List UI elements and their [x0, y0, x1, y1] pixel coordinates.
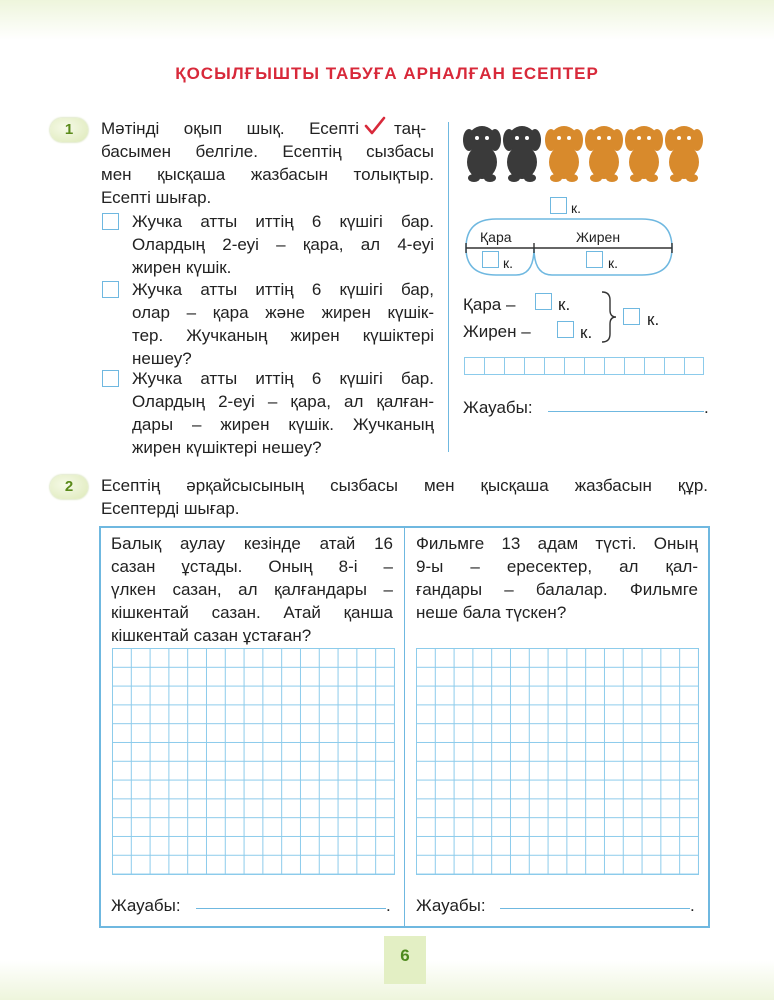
intro-tail: таң-	[394, 119, 427, 138]
intro-line: Есепті шығар.	[101, 188, 212, 207]
unit-label: к.	[647, 310, 660, 329]
red-answer-box[interactable]	[586, 251, 603, 268]
option-line: Жучка атты иттің 6 күшігі бар,	[132, 280, 434, 299]
problem-line: Фильмге 13 адам түсті. Оның	[416, 534, 698, 553]
problem-line: үлкен сазан, ал қалғандары –	[111, 580, 393, 599]
answer-period: .	[704, 398, 709, 417]
option-line: тер. Жучканың жирен күшіктері	[132, 326, 434, 345]
answer-line[interactable]	[548, 393, 704, 412]
page-title: ҚОСЫЛҒЫШТЫ ТАБУҒА АРНАЛҒАН ЕСЕПТЕР	[175, 64, 599, 83]
short-black-box[interactable]	[535, 293, 552, 310]
answer-label: Жауабы:	[463, 398, 533, 417]
calculation-cells[interactable]	[464, 357, 704, 375]
option-line: Олардың 2-еуі – қара, ал қалған-	[132, 392, 434, 411]
problem-line: ғандары – балалар. Фильмге	[416, 580, 698, 599]
option-line: олар – қара және жирен күшік-	[132, 303, 434, 322]
problem-line: 9-ы – ересектер, ал қал-	[416, 557, 698, 576]
option-line: жирен күшіктері нешеу?	[132, 438, 322, 457]
short-black-label: Қара –	[463, 295, 516, 314]
scheme-label-black: Қара	[480, 229, 512, 245]
intro-line: мен қысқаша жазбасын толықтыр.	[101, 165, 434, 184]
option-3-text	[132, 367, 434, 459]
option-checkbox-2[interactable]	[102, 281, 119, 298]
answer-period: .	[386, 896, 391, 915]
unit-label: к.	[503, 255, 514, 271]
frame-divider	[404, 526, 405, 928]
option-line: дары – жирен күшік. Жучканың	[132, 415, 434, 434]
option-2-text	[132, 278, 434, 370]
intro-line: басымен белгіле. Есептің сызбасы	[101, 142, 434, 161]
puppies-illustration	[462, 118, 712, 188]
short-red-box[interactable]	[557, 321, 574, 338]
option-line: жирен күшік.	[132, 258, 232, 277]
answer-line-left[interactable]	[196, 890, 386, 909]
problem-right	[416, 532, 698, 624]
problem-left	[111, 532, 393, 647]
unit-label: к.	[580, 323, 593, 342]
unit-label: к.	[608, 255, 619, 271]
unit-label: к.	[571, 200, 582, 216]
unit-label: к.	[558, 295, 571, 314]
option-line: Жучка атты иттің 6 күшігі бар.	[132, 212, 434, 231]
grid-left[interactable]	[112, 648, 395, 875]
checkmark-icon	[363, 115, 387, 137]
task-number-badge: 2	[50, 475, 88, 499]
answer-period: .	[690, 896, 695, 915]
option-1-text	[132, 210, 434, 279]
answer-line-right[interactable]	[500, 890, 690, 909]
answer-label-left: Жауабы:	[111, 896, 181, 915]
answer-label-right: Жауабы:	[416, 896, 486, 915]
option-checkbox-3[interactable]	[102, 370, 119, 387]
problem-line: неше бала түскен?	[416, 603, 567, 622]
option-line: Олардың 2-еуі – қара, ал 4-еуі	[132, 235, 434, 254]
problem-line: Балық аулау кезінде атай 16	[111, 534, 393, 553]
task2-instructions	[101, 474, 708, 520]
page-number: 6	[384, 936, 426, 984]
task-number-badge: 1	[50, 118, 88, 142]
option-line: Жучка атты иттің 6 күшігі бар.	[132, 369, 434, 388]
option-checkbox-1[interactable]	[102, 213, 119, 230]
total-answer-box[interactable]	[550, 197, 567, 214]
intro-line: Есептің әрқайсысының сызбасы мен қысқаша жазбасын құр.	[101, 476, 708, 495]
option-line: нешеу?	[132, 349, 192, 368]
problem-line: кішкентай сазан ұстаған?	[111, 626, 312, 645]
problem-line: сазан ұстады. Оның 8-і –	[111, 557, 393, 576]
short-red-label: Жирен –	[463, 322, 531, 341]
curly-brace-icon	[598, 290, 618, 344]
scheme-label-red: Жирен	[576, 229, 621, 245]
column-divider	[448, 122, 449, 452]
intro-line: Есептерді шығар.	[101, 499, 240, 518]
problem-line: кішкентай сазан. Атай қанша	[111, 603, 393, 622]
black-answer-box[interactable]	[482, 251, 499, 268]
intro-line: Мәтінді оқып шық. Есепті	[101, 119, 359, 138]
short-total-box[interactable]	[623, 308, 640, 325]
grid-right[interactable]	[416, 648, 699, 875]
